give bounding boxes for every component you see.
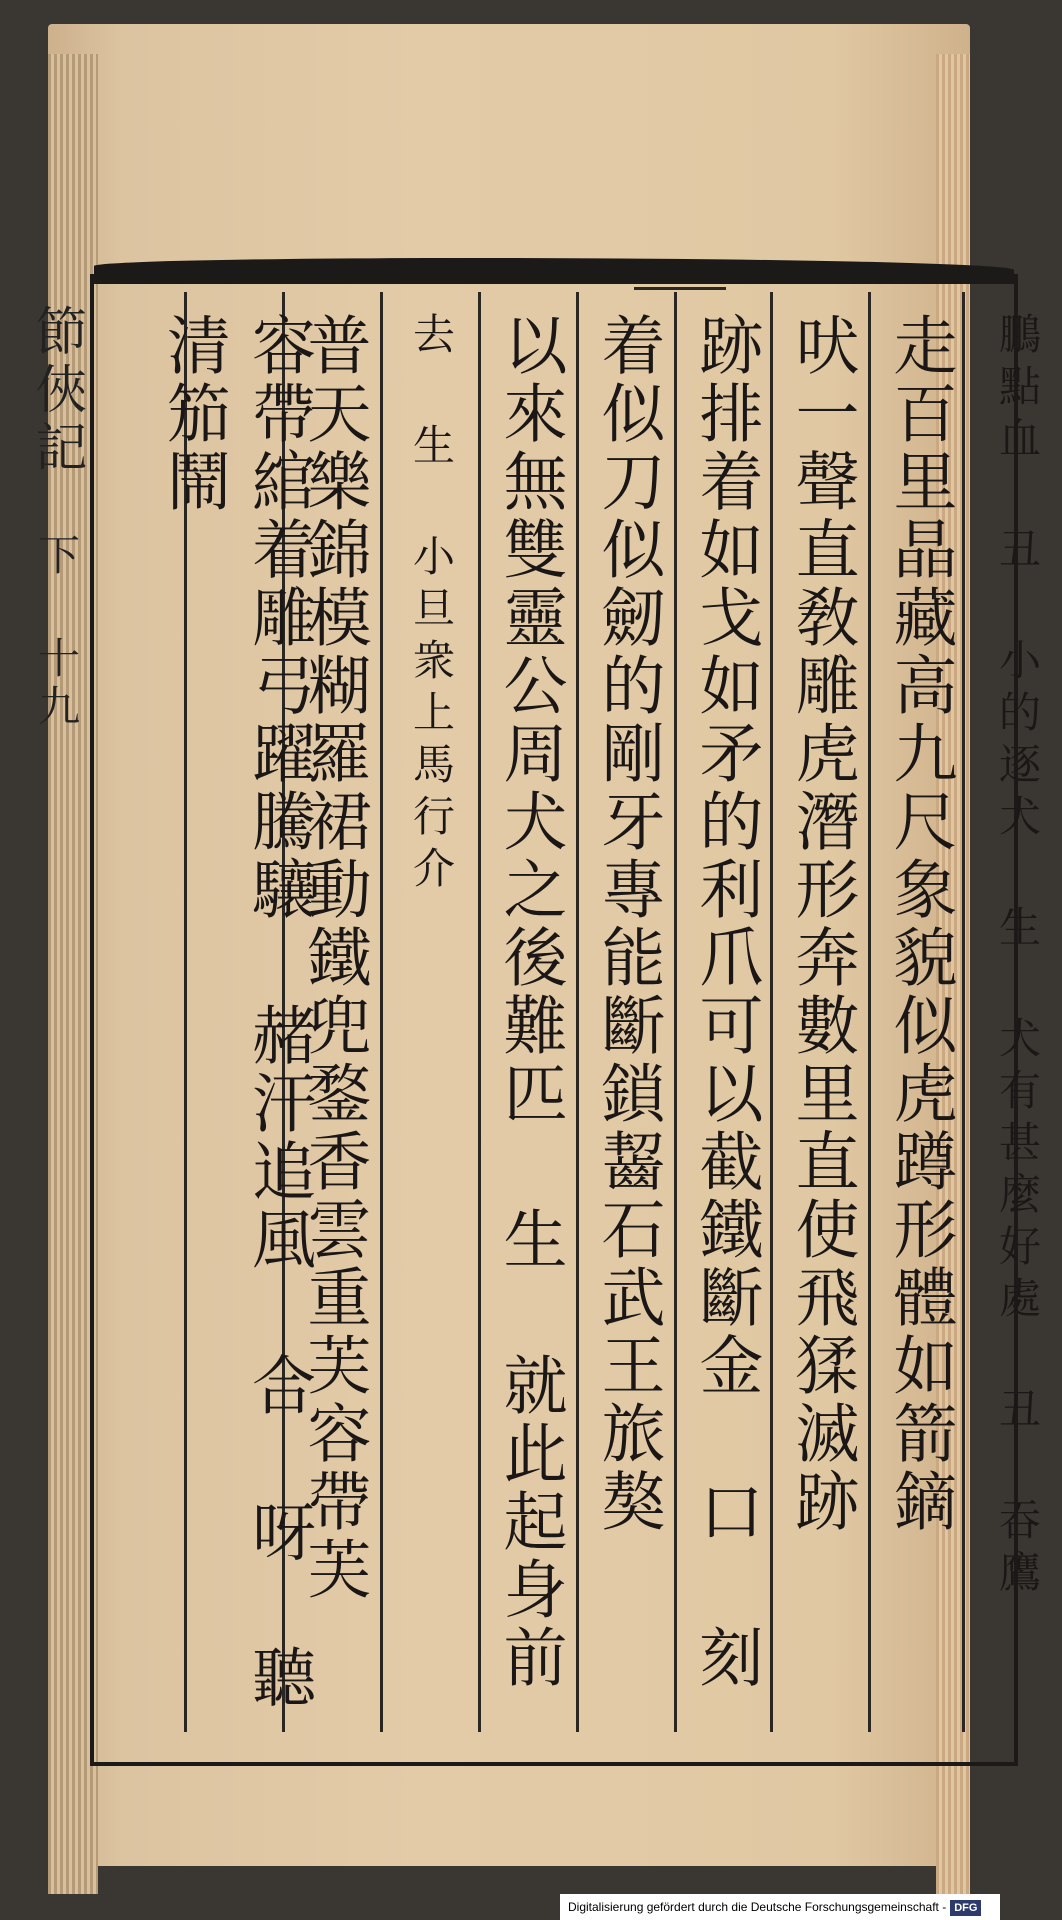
text-column-3: 吠一聲直敎雕虎潛形奔數里直使飛猱滅跡 [784,312,859,1536]
text-column-1: 鵬點血 丑 小的逐犬 生 犬有甚麼好處 丑 吞鷹 [993,312,1042,1602]
book-page [26,24,1042,1866]
title-box-line [634,287,726,290]
text-column-6: 以來無雙靈公周犬之後難匹 生 就此起身前 [492,312,567,1692]
text-column-8: 普天樂錦模糊羅裙動鐵兜鍪香雲重芙容帶芙 [296,312,371,1604]
column-rule [576,292,579,1732]
dfg-logo: DFG [950,1900,981,1916]
page-margin [26,304,94,732]
text-column-9: 容帶綰着雕弓躍騰驤 赭汗追風 合 呀 聽清笳鬧 [156,312,315,1712]
frame-top-band [94,258,1014,278]
text-column-4: 跡排着如戈如矛的利爪可以截鐵斷金 口 刻 [688,312,763,1692]
margin-volume: 下 [32,533,81,581]
text-frame [90,274,1042,1766]
digitization-credit [560,1894,1000,1920]
text-column-7: 去 生 小旦衆上馬行介 [407,312,456,898]
text-column-5: 着似刀似劒的剛牙專能斷鎖齧石武王旅獒 [590,312,665,1536]
margin-folio: 十九 [32,636,81,732]
column-rule [380,292,383,1732]
credit-text: Digitalisierung gefördert durch die Deutsche Forschungsgemeinschaft - [568,1900,947,1914]
text-column-2: 走百里晶藏高九尺象貌似虎蹲形體如箭鏑 [882,312,957,1536]
column-rule [674,292,677,1732]
column-rule [770,292,773,1732]
margin-title: 節俠記 [26,304,86,478]
column-rule [478,292,481,1732]
column-rule [868,292,871,1732]
